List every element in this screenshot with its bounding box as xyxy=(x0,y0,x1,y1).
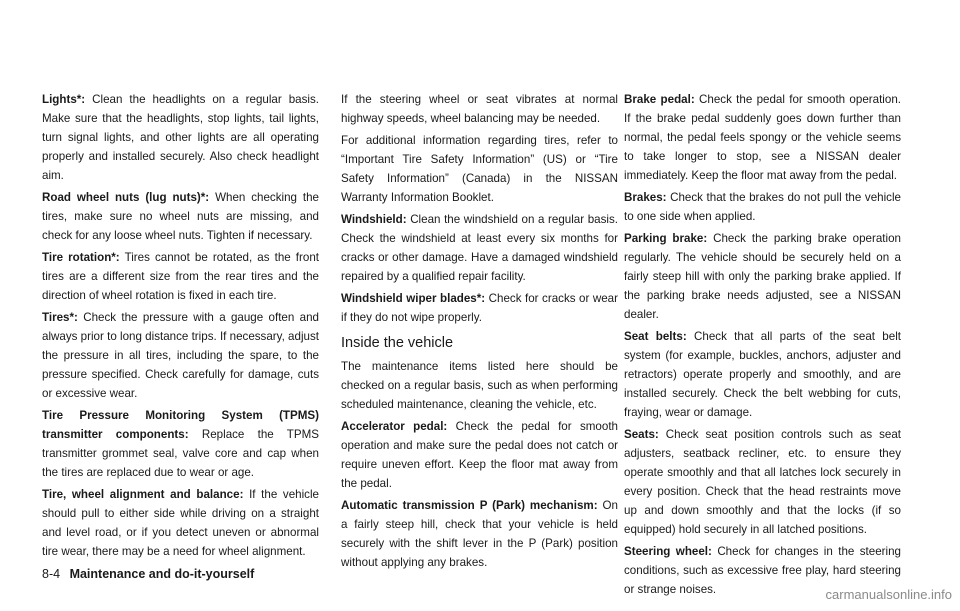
footer-section-title: Maintenance and do-it-yourself xyxy=(69,567,255,581)
paragraph-alignment xyxy=(42,485,319,561)
body-text: Replace the TPMS transmitter grommet seal, valve core and cap when the tires are replaced due to wear or age. xyxy=(42,428,319,479)
paragraph-wheel-balancing xyxy=(341,90,618,128)
paragraph-windshield xyxy=(341,210,618,286)
term: Tire rotation*: xyxy=(42,251,120,264)
column-3 xyxy=(624,90,901,602)
paragraph-tire-safety-info xyxy=(341,131,618,207)
term: Lights*: xyxy=(42,93,86,106)
body-text: Tires cannot be rotated, as the front tires are a different size from the rear tires and the direction of wheel rotation is fixed in each tire. xyxy=(42,251,320,302)
paragraph-road-wheel-nuts xyxy=(42,188,319,245)
body-text: Check that all parts of the seat belt system (for example, buckles, anchors, adjuster and retractors) operate properly and smoothly, and are installed securely. Check the belt webbing for cuts, fraying, wear or damage. xyxy=(624,330,901,419)
term: Brake pedal: xyxy=(624,93,695,106)
paragraph-wiper-blades xyxy=(341,289,618,327)
body-text: Check for cracks or wear if they do not wipe properly. xyxy=(341,292,618,324)
paragraph-tire-rotation xyxy=(42,248,319,305)
term: Brakes: xyxy=(624,191,667,204)
column-2 xyxy=(341,90,618,575)
term: Seat belts: xyxy=(624,330,687,343)
body-text: Check the pedal for smooth operation and make sure the pedal does not catch or require uneven effort. Keep the floor mat away from the pedal. xyxy=(341,420,618,490)
term: Road wheel nuts (lug nuts)*: xyxy=(42,191,210,204)
body-text: Check the pedal for smooth operation. If the brake pedal suddenly goes down further than normal, the pedal feels spongy or the vehicle seems to take longer to stop, see a NISSAN dealer immediately. Keep the floor mat away from the pedal. xyxy=(624,93,901,182)
paragraph-seats xyxy=(624,425,901,539)
body-text: Clean the headlights on a regular basis. Make sure that the headlights, stop lights, tail lights, turn signal lights, and other lights are all operating properly and installed securely. Also check headlight aim. xyxy=(42,93,319,182)
body-text: The maintenance items listed here should be checked on a regular basis, such as when performing scheduled maintenance, cleaning the vehicle, etc. xyxy=(341,360,618,411)
body-text: For additional information regarding tires, refer to “Important Tire Safety Information” (US) or “Tire Safety Information” (Canada) in the NISSAN Warranty Information Booklet. xyxy=(341,134,618,204)
paragraph-park-mechanism xyxy=(341,496,618,572)
body-text: Check for changes in the steering conditions, such as excessive free play, hard steering or strange noises. xyxy=(624,545,902,596)
body-text: Check that the brakes do not pull the vehicle to one side when applied. xyxy=(624,191,901,223)
section-heading: Inside the vehicle xyxy=(341,335,454,351)
term: Windshield wiper blades*: xyxy=(341,292,486,305)
term: Windshield: xyxy=(341,213,407,226)
term: Tire, wheel alignment and balance: xyxy=(42,488,244,501)
term: Seats: xyxy=(624,428,659,441)
term: Tire Pressure Monitoring System (TPMS) transmitter components: xyxy=(42,409,319,441)
term: Accelerator pedal: xyxy=(341,420,448,433)
paragraph-seat-belts xyxy=(624,327,901,422)
page-footer xyxy=(42,567,254,581)
body-text: Clean the windshield on a regular basis. Check the windshield at least every six months for cracks or other damage. Have a damaged windshield repaired by a qualified repair facility. xyxy=(341,213,618,283)
body-text: When checking the tires, make sure no wheel nuts are missing, and check for any loose wheel nuts. Tighten if necessary. xyxy=(42,191,319,242)
paragraph-tires xyxy=(42,308,319,403)
body-text: If the steering wheel or seat vibrates at normal highway speeds, wheel balancing may be needed. xyxy=(341,93,618,125)
term: Automatic transmission P (Park) mechanism: xyxy=(341,499,598,512)
paragraph-tpms xyxy=(42,406,319,482)
paragraph-parking-brake xyxy=(624,229,901,324)
body-text: Check the pressure with a gauge often and always prior to long distance trips. If necessary, adjust the pressure in all tires, including the spare, to the pressure specified. Check carefully for damage, cuts or excessive wear. xyxy=(42,311,319,400)
body-text: On a fairly steep hill, check that your vehicle is held securely with the shift lever in the P (Park) position without applying any brakes. xyxy=(341,499,618,569)
term: Steering wheel: xyxy=(624,545,712,558)
column-1 xyxy=(42,90,319,564)
paragraph-lights xyxy=(42,90,319,185)
paragraph-maintenance-intro xyxy=(341,357,618,414)
body-text: Check seat position controls such as seat adjusters, seatback recliner, etc. to ensure they operate smoothly and that all latches lock securely in every position. Check that the head restraints move up and down smoothly and that the locks (if so equipped) hold securely in all latched positions. xyxy=(624,428,901,536)
watermark: carmanualsonline.info xyxy=(825,587,952,602)
paragraph-brakes xyxy=(624,188,901,226)
term: Tires*: xyxy=(42,311,78,324)
body-text: Check the parking brake operation regularly. The vehicle should be securely held on a fairly steep hill with only the parking brake applied. If the parking brake needs adjusted, see a NISSAN dealer. xyxy=(624,232,901,321)
paragraph-brake-pedal xyxy=(624,90,901,185)
page-number: 8-4 xyxy=(42,567,61,581)
term: Parking brake: xyxy=(624,232,708,245)
body-text: If the vehicle should pull to either side while driving on a straight and level road, or if you detect uneven or abnormal tire wear, there may be a need for wheel alignment. xyxy=(42,488,319,558)
paragraph-accelerator-pedal xyxy=(341,417,618,493)
